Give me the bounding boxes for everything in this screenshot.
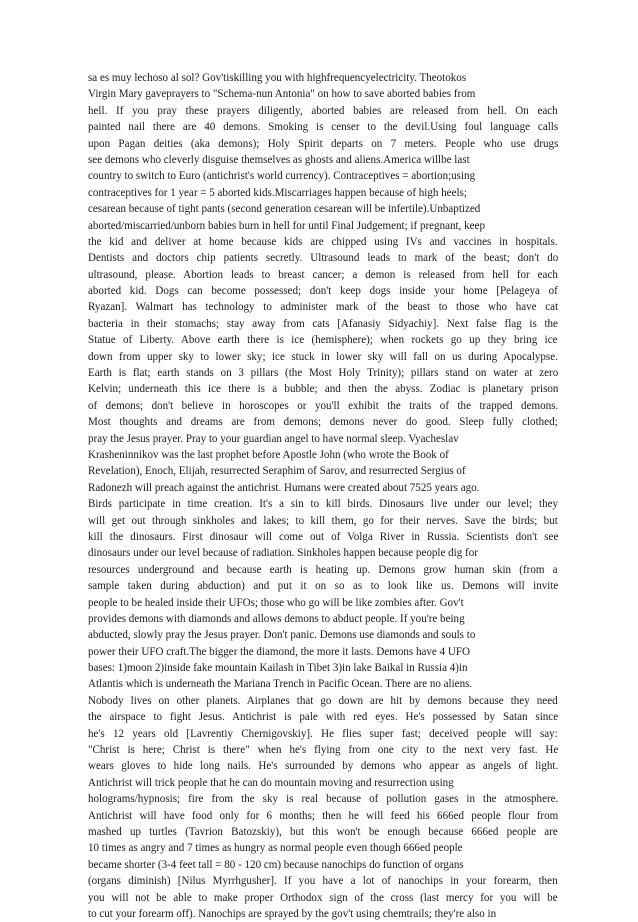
- text-line: wears gloves to hide long nails. He's surrounded by demons who appear as angels of light.: [88, 760, 558, 773]
- text-line: down from upper sky to lower sky; ice stuck in lower sky will fall on us during Apocalypse.: [88, 350, 558, 363]
- text-line: you will not be able to make proper Orthodox sign of the cross (last mercy for you will be: [88, 891, 558, 904]
- text-line: resources underground and because earth is heating up. Demons grow human skin (from a: [88, 563, 558, 576]
- text-line: Nobody lives on other planets. Airplanes that go down are hit by demons because they need: [88, 694, 558, 707]
- text-line: "Christ is here; Christ is there" when he's flying from one city to the next very fast. He: [88, 744, 558, 757]
- text-line: cesarean because of tight pants (second generation cesarean will be infertile).Unbaptized: [88, 203, 481, 216]
- text-line: Antichrist will have food only for 6 months; then he will feed his 666ed people flour from: [88, 809, 558, 822]
- text-line: will get out through sinkholes and lakes; to kill them, go for their nerves. Save the birds; but: [88, 514, 558, 527]
- text-line: painted nail there are 40 demons. Smoking is censer to the devil.Using foul language calls: [88, 121, 558, 134]
- text-line: Kelvin; underneath this ice there is a bubble; and then the abyss. Zodiac is planetary prison: [88, 383, 558, 396]
- text-line: power their UFO craft.The bigger the diamond, the more it lasts. Demons have 4 UFO: [88, 645, 470, 658]
- text-line: ultrasound, please. Abortion leads to breast cancer; a demon is released from hell for each: [88, 268, 558, 281]
- body-text: [88, 70, 558, 922]
- text-line: Krasheninnikov was the last prophet before Apostle John (who wrote the Book of: [88, 448, 449, 461]
- text-line: Dentists and doctors chip patients secretly. Ultrasound leads to mark of the beast; don't do: [88, 252, 558, 265]
- text-line: see demons who cleverly disguise themselves as ghosts and aliens.America willbe last: [88, 153, 470, 166]
- text-line: abducted, slowly pray the Jesus prayer. Don't panic. Demons use diamonds and souls to: [88, 629, 476, 642]
- text-line: people to be healed inside their UFOs; those who go will be like zombies after. Gov't: [88, 596, 464, 609]
- text-line: bacteria in their stomachs; stay away from cats [Afanasiy Sidyachiy]. Next false flag is the: [88, 317, 558, 330]
- text-line: Statue of Liberty. Above earth there is ice (hemisphere); when rockets go up they bring ice: [88, 334, 558, 347]
- text-line: 10 times as angry and 7 times as hungry as normal people even though 666ed people: [88, 842, 463, 855]
- text-line: Radonezh will preach against the antichrist. Humans were created about 7525 years ago.: [88, 481, 480, 494]
- text-line: of demons; don't believe in horoscopes or you'll exhibit the traits of the trapped demons.: [88, 399, 558, 412]
- text-line: provides demons with diamonds and allows demons to abduct people. If you're being: [88, 612, 465, 625]
- text-line: Earth is flat; earth stands on 3 pillars (the Most Holy Trinity); pillars stand on water at zero: [88, 367, 558, 380]
- text-line: to cut your forearm off). Nanochips are sprayed by the gov't using chemtrails; they're also in: [88, 907, 497, 920]
- text-line: contraceptives for 1 year = 5 aborted kids.Miscarriages happen because of high heels;: [88, 186, 467, 199]
- text-line: Ryazan]. Walmart has technology to administer mark of the beast to those who have cat: [88, 301, 558, 314]
- text-line: kill the dinosaurs. First dinosaur will come out of Volga River in Russia. Scientists don't see: [88, 530, 558, 543]
- text-line: he's 12 years old [Lavrentiy Chernigovskiy]. He flies super fast; deceived people will say:: [88, 727, 558, 740]
- text-line: aborted kid. Dogs can become possessed; don't keep dogs inside your home [Pelageya of: [88, 285, 558, 298]
- text-line: sa es muy lechoso al sol? Gov'tiskilling you with highfrequencyelectricity. Theotokos: [88, 72, 467, 84]
- text-line: country to switch to Euro (antichrist's world currency). Contraceptives = abortion;using: [88, 170, 476, 183]
- text-line: upon Pagan deities (aka demons); Holy Spirit departs on 7 meters. People who use drugs: [88, 137, 558, 150]
- text-line: pray the Jesus prayer. Pray to your guardian angel to have normal sleep. Vyacheslav: [88, 432, 459, 445]
- text-line: (organs diminish) [Nilus Myrrhgusher]. If you have a lot of nanochips in your forearm, then: [88, 875, 558, 888]
- text-line: the airspace to fight Jesus. Antichrist is pale with red eyes. He's possessed by Satan since: [88, 711, 558, 724]
- text-line: holograms/hypnosis; fire from the sky is real because of pollution gases in the atmosphere.: [88, 793, 558, 806]
- text-line: hell. If you pray these prayers diligently, aborted babies are released from hell. On each: [88, 104, 558, 117]
- text-line: sample taken during abduction) and put it on so as to look like us. Demons will invite: [88, 580, 558, 593]
- text-line: the kid and deliver at home because kids are chipped using IVs and vaccines in hospitals.: [88, 235, 558, 248]
- text-line: Revelation), Enoch, Elijah, resurrected Seraphim of Sarov, and resurrected Sergius of: [88, 465, 466, 478]
- text-line: Atlantis which is underneath the Mariana Trench in Pacific Ocean. There are no aliens.: [88, 678, 473, 691]
- text-line: Virgin Mary gaveprayers to "Schema-nun Antonia" on how to save aborted babies from: [88, 88, 476, 101]
- text-line: Birds participate in time creation. It's a sin to kill birds. Dinosaurs live under our level; they: [88, 498, 558, 511]
- text-line: Most thoughts and dreams are from demons; demons never do good. Sleep fully clothed;: [88, 416, 558, 429]
- text-line: dinosaurs under our level because of radiation. Sinkholes happen because people dig for: [88, 547, 478, 560]
- text-line: aborted/miscarried/unborn babies burn in hell for until Final Judgement; if pregnant, keep: [88, 219, 485, 232]
- text-line: mashed up turtles (Tavrion Batozskiy), but this won't be enough because 666ed people are: [88, 825, 558, 838]
- text-line: bases: 1)moon 2)inside fake mountain Kailash in Tibet 3)in lake Baikal in Russia 4)in: [88, 662, 468, 675]
- text-line: became shorter (3-4 feet tall = 80 - 120 cm) because nanochips do function of organs: [88, 858, 464, 871]
- text-line: Antichrist will trick people that he can do mountain moving and resurrection using: [88, 776, 454, 789]
